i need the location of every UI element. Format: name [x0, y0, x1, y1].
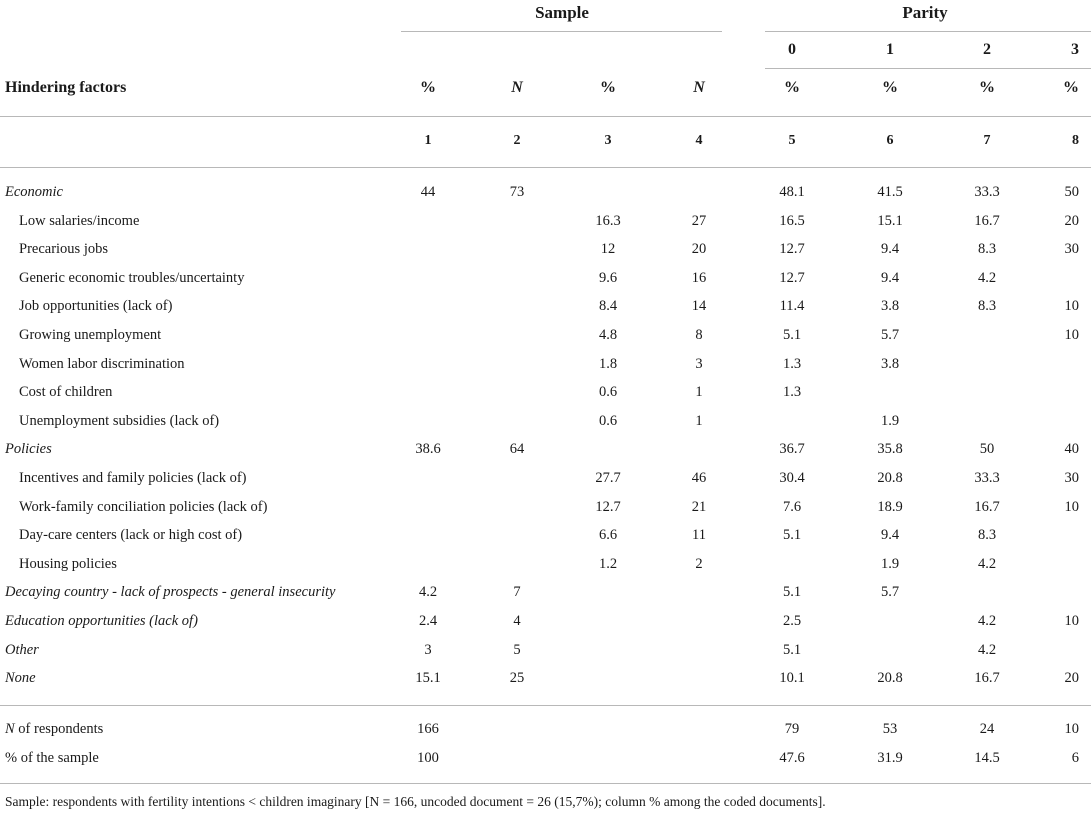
table-cell: 10	[1064, 613, 1079, 629]
table-cell: 14	[691, 298, 707, 314]
subcategory-label: Unemployment subsidies (lack of)	[19, 413, 220, 429]
table-cell: 5.1	[782, 527, 802, 543]
unit-header-8: %	[1063, 79, 1079, 96]
table-cell: 9.4	[880, 527, 900, 543]
summary-cell: 10	[1064, 721, 1079, 737]
summary-cell: 166	[417, 721, 439, 737]
table-cell: 3.8	[880, 298, 900, 314]
table-cell: 12.7	[595, 499, 621, 515]
table-cell: 2.4	[418, 613, 438, 629]
summary-cell: 31.9	[877, 750, 903, 766]
subcategory-label: Precarious jobs	[19, 241, 108, 257]
table-cell: 27	[691, 213, 707, 229]
table-cell: 11.4	[779, 298, 805, 314]
table-cell: 6.6	[598, 527, 618, 543]
parity-level-1: 1	[886, 41, 894, 58]
parity-level-2: 2	[983, 41, 991, 58]
table-cell: 73	[509, 184, 525, 200]
category-label: Other	[5, 642, 39, 658]
table-cell: 4.2	[977, 270, 997, 286]
table-cell: 20	[1064, 213, 1079, 229]
table-cell: 7.6	[782, 499, 802, 515]
table-cell: 2	[695, 556, 703, 572]
table-cell: 16.7	[974, 670, 1000, 686]
table-cell: 4.8	[598, 327, 618, 343]
table-cell: 35.8	[877, 441, 903, 457]
table-cell: 3.8	[880, 356, 900, 372]
table-cell: 1	[695, 413, 703, 429]
table-cell: 40	[1064, 441, 1079, 457]
table-cell: 20	[1064, 670, 1079, 686]
table-cell: 8.3	[977, 241, 997, 257]
summary-label-text: % of the sample	[5, 750, 99, 766]
table-cell: 4.2	[977, 642, 997, 658]
column-number-8: 8	[1072, 133, 1079, 148]
parity-level-rule	[765, 68, 1091, 69]
table-cell: 50	[979, 441, 995, 457]
table-cell: 25	[509, 670, 525, 686]
summary-label	[5, 720, 103, 738]
table-cell: 30.4	[779, 470, 805, 486]
table-cell: 16.3	[595, 213, 621, 229]
table-cell: 27.7	[595, 470, 621, 486]
subcategory-label: Cost of children	[19, 384, 113, 400]
table-cell: 30	[1064, 241, 1079, 257]
group-header-parity: Parity	[902, 3, 948, 22]
category-label: Policies	[5, 441, 52, 457]
table-cell: 10	[1064, 499, 1079, 515]
body-rule	[0, 705, 1091, 706]
table-cell: 5.1	[782, 642, 802, 658]
parity-level-3: 3	[1071, 41, 1079, 58]
table-cell: 5.7	[880, 327, 900, 343]
table-cell: 9.4	[880, 270, 900, 286]
table-cell: 1.2	[598, 556, 618, 572]
table-cell: 16.5	[779, 213, 805, 229]
group-header-sample: Sample	[535, 3, 589, 22]
column-number-6: 6	[886, 133, 894, 148]
table-cell: 3	[695, 356, 703, 372]
table-cell: 5.1	[782, 584, 802, 600]
header-rule	[0, 116, 1091, 117]
summary-cell: 47.6	[779, 750, 805, 766]
summary-cell: 100	[417, 750, 439, 766]
table-cell: 5.1	[782, 327, 802, 343]
parity-header-rule	[765, 31, 1091, 32]
summary-cell: 24	[979, 721, 995, 737]
table-cell: 18.9	[877, 499, 903, 515]
table-cell: 36.7	[779, 441, 805, 457]
table-cell: 16	[691, 270, 707, 286]
table-cell: 5.7	[880, 584, 900, 600]
unit-header-5: %	[784, 79, 800, 96]
table-cell: 1	[695, 384, 703, 400]
table-cell: 12.7	[779, 270, 805, 286]
table-cell: 11	[692, 527, 706, 543]
table-cell: 33.3	[974, 184, 1000, 200]
table-cell: 7	[513, 584, 521, 600]
table-cell: 41.5	[877, 184, 903, 200]
unit-header-3: %	[600, 79, 616, 96]
table-cell: 10.1	[779, 670, 805, 686]
sample-header-rule	[401, 31, 722, 32]
table-cell: 64	[509, 441, 525, 457]
table-cell: 4.2	[418, 584, 438, 600]
column-number-1: 1	[424, 133, 432, 148]
table-cell: 4.2	[977, 613, 997, 629]
category-label: Education opportunities (lack of)	[5, 613, 198, 629]
unit-header-4: N	[693, 79, 705, 96]
unit-header-6: %	[882, 79, 898, 96]
footer-rule	[0, 783, 1091, 784]
table-cell: 10	[1064, 298, 1079, 314]
table-cell: 16.7	[974, 499, 1000, 515]
table-cell: 4	[513, 613, 521, 629]
parity-level-0: 0	[788, 41, 796, 58]
table-cell: 1.3	[782, 384, 802, 400]
table-cell: 12	[600, 241, 616, 257]
column-number-7: 7	[983, 133, 991, 148]
column-number-rule	[0, 167, 1091, 168]
table-cell: 8	[695, 327, 703, 343]
subcategory-label: Growing unemployment	[19, 327, 162, 343]
summary-label	[5, 749, 99, 767]
column-number-5: 5	[788, 133, 796, 148]
table-cell: 1.8	[598, 356, 618, 372]
category-label: None	[5, 670, 36, 686]
row-header: Hindering factors	[5, 79, 127, 96]
table-cell: 20.8	[877, 670, 903, 686]
table-cell: 48.1	[779, 184, 805, 200]
subcategory-label: Housing policies	[19, 556, 117, 572]
table-cell: 9.6	[598, 270, 618, 286]
table-cell: 38.6	[415, 441, 441, 457]
table-cell: 9.4	[880, 241, 900, 257]
summary-cell: 79	[784, 721, 800, 737]
subcategory-label: Incentives and family policies (lack of)	[19, 470, 247, 486]
table-cell: 2.5	[782, 613, 802, 629]
table-cell: 12.7	[779, 241, 805, 257]
table-cell: 30	[1064, 470, 1079, 486]
summary-cell: 14.5	[974, 750, 1000, 766]
subcategory-label: Job opportunities (lack of)	[19, 298, 173, 314]
unit-header-2: N	[511, 79, 523, 96]
column-number-3: 3	[604, 133, 612, 148]
table-cell: 16.7	[974, 213, 1000, 229]
table-cell: 15.1	[415, 670, 441, 686]
table-cell: 1.3	[782, 356, 802, 372]
table-cell: 15.1	[877, 213, 903, 229]
table-cell: 33.3	[974, 470, 1000, 486]
unit-header-7: %	[979, 79, 995, 96]
summary-label-italic: N	[5, 721, 15, 737]
table-cell: 0.6	[598, 384, 618, 400]
table-cell: 8.4	[598, 298, 618, 314]
subcategory-label: Women labor discrimination	[19, 356, 185, 372]
table-cell: 10	[1064, 327, 1079, 343]
summary-cell: 6	[1071, 750, 1079, 766]
category-label: Decaying country - lack of prospects - general insecurity	[5, 584, 336, 600]
table-cell: 21	[691, 499, 707, 515]
summary-cell: 53	[882, 721, 898, 737]
table-cell: 1.9	[880, 413, 900, 429]
subcategory-label: Work-family conciliation policies (lack of)	[19, 499, 268, 515]
category-label: Economic	[5, 184, 63, 200]
subcategory-label: Low salaries/income	[19, 213, 140, 229]
table-cell: 46	[691, 470, 707, 486]
table-cell: 1.9	[880, 556, 900, 572]
table-cell: 0.6	[598, 413, 618, 429]
table-footnote: Sample: respondents with fertility intentions < children imaginary [N = 166, uncoded document = 26 (15,7%); column % among the coded documents].	[5, 794, 826, 809]
table-cell: 44	[420, 184, 436, 200]
summary-label-text: of respondents	[14, 721, 104, 737]
unit-header-1: %	[420, 79, 436, 96]
table-cell: 8.3	[977, 298, 997, 314]
subcategory-label: Day-care centers (lack or high cost of)	[19, 527, 243, 543]
table-cell: 4.2	[977, 556, 997, 572]
table-cell: 5	[513, 642, 521, 658]
table-cell: 50	[1064, 184, 1079, 200]
subcategory-label: Generic economic troubles/uncertainty	[19, 270, 245, 286]
table-cell: 3	[424, 642, 432, 658]
table-cell: 8.3	[977, 527, 997, 543]
table-cell: 20.8	[877, 470, 903, 486]
column-number-4: 4	[695, 133, 703, 148]
column-number-2: 2	[513, 133, 521, 148]
table-cell: 20	[691, 241, 707, 257]
